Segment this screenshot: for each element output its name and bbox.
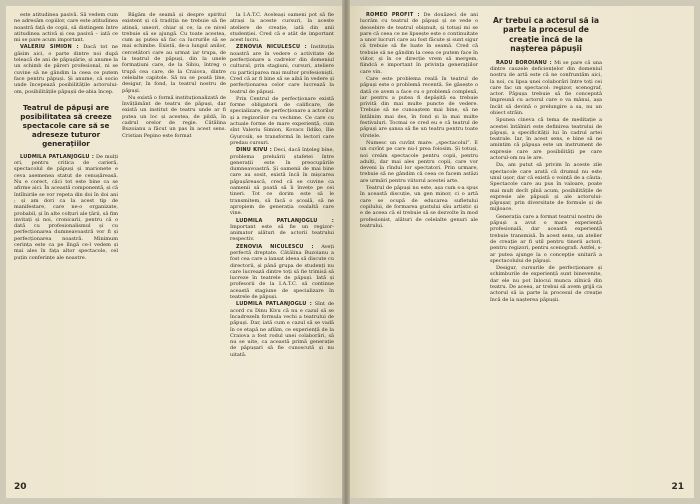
paragraph: LUDMILA PATLANJOGLU : Sînt de acord cu Dinu Kivu că nu e cazul să se încadrezeîn formula vechi a teatrului de păpuși. Dar, iată cum e cazul să se vadă în ce etapă ne aflăm, ce experiență de la Craiova a fost rodul unei colaborări, să nu se uite, ca această primă generație de păpușari să fie cunoscută și nu uitată. [230,301,334,358]
speaker-name: ZENOVIA NICULESCU : [236,44,307,51]
paragraph: ZENOVIA NICULESCU : Aveți perfectă dreptate. Cătălina Buzoianu a fost cea care a lansat ideea să discute cu directorii, și până grupa de studenți nu care lucrează dintre toți să fie trimisă să lucreze în teatrele de păpuși. Iată și profesorii de la I.A.T.C. să continue această stagiune de specializare în teatrele de păpuși. [230,243,334,301]
speaker-name: LUDMILA PATLANJOGLU : [236,301,312,308]
section-heading: Ar trebui ca actorul să ia parte la procesul de creație încă de la nașterea păpușii [492,16,600,54]
paragraph: Băgăm de seamă și despre spiritul existent și că tradiția ne trebuie să fie atinsă, uneori, chiar și ce, la ce nivel trebuie să se ajungă. Cu toate acestea, cum aș putea să fac ca lucrurile să se mai schimbe. Există, de-a lungul anilor, cercetători care au urmat iar trupa, de la teatrul de păpuși, din la unele formațiuni care, de la Sibiu, întreg o trupă cea care, de la Craiova, dintre celelalte capitole. Să nu se poată ține, desigur, în fond, la teatrul nostru de păpuși. [122,12,226,94]
speaker-name: ROMEO PROFIT : [366,12,420,18]
paragraph: ZENOVIA NICULESCU : Instituția noastră are în vedere o activitate de perfecționare a cadrelor din domeniul cultural, prin stagiuni, cursuri, ateliere cu participarea mai multor profesioniști. Cred că ar fi bine să se aibă în vedere și perfecționarea celor care lucrează la teatrul de păpuși. [230,44,334,95]
paragraph: LUDMILA PATLANJOGLU : Important este să fie un regizor-animator alături de actorii teatrului respectiv. [230,217,334,243]
speaker-name: VALERIU SIMION : [20,44,79,51]
left-column-1 [14,12,118,262]
paragraph: este atitudinea pasivă. Să vedem cum ne adresăm copiilor, care este atitudinea noastră față de copii, să distingem între atitudinea activă și cea pasivă – iată ce mi se pare acum important. [14,12,118,44]
speaker-name: ZENOVIA NICULESCU : [236,243,314,250]
section-heading: Teatrul de păpuși are posibilitatea să creeze spectacole care să se adreseze tuturor generațiilor [20,102,112,148]
paragraph: DINU KIVU : Deci, dacă înțeleg bine, problema preluării ștafetei între generații este în preocupările dumneavoastră. Și oamenii de mai bine care au sosit, există încă în mișcarea păpușărească, cred că se cuvine ca oamenii să poată să îi învețe pe cei tineri. Tot ce dorim este să le transmitem, să facă o școală, să ne apropiem de generația cealaltă care vine. [230,147,334,217]
book-gutter [342,0,350,504]
right-column-2 [490,12,602,304]
left-page [6,6,342,498]
left-column-3 [230,12,334,359]
paragraph: Generația care a format teatrul nostru de păpuși a avut o mare experiență profesională, dar această experiență trebuie transmisă. În acest sens, un atelier de creație ar fi util pentru tinerii actori, pentru regizori, pentru scenografi. Astfel, s-ar putea ajunge la o concepție unitară a spectacolului de păpuși. [490,213,602,264]
speaker-name: DINU KIVU : [236,147,272,154]
paragraph: Prin Centrul de perfecționare există forme obligatorii de calificare, de specializare, de perfecționare a actorilor și a regizorilor cu vechime. Ce care cu actuale forme de mare experiență, cum sînt Valeriu Simion, Kovacs Ildiko, Ilie Gyurcsik, se transformă în lectori care predau cursuri. [230,95,334,146]
paragraph: Nu există o formă instituționalizată de învățământ de teatru de păpuși, dar există un institut de teatru unde ar fi putea un loc și acestea, de pildă, în cadrul orelor de regie. Cătălina Buzoianu a făcut un pas în acest sens. Cristian Pepino este format [122,94,226,139]
speaker-name: RADU BOROIANU : [496,59,552,66]
speaker-name: LUDMILA PATLANJOGLU : [236,217,334,224]
paragraph: ROMEO PROFIT : De douăzeci de ani lucrăm cu teatrul de păpuși și se vede o deosebire de teatrul obișnuit, și totuși mi se pare că ceea ce ne lipsește este o continuitate a unor lucruri care au fost făcute și sunt sigur că trebuie să fie luate în seamă. Cred că trebuie să ne gândim la ceea ce putem face în viitor, și în ce direcție vrem să mergem, fiindcă e important în privința generațiilor care vin. [360,12,478,75]
paragraph: RADU BOROIANU : Mi se pare că una dintre cauzele deficiențelor din domeniul nostru de artă este că ne confruntăm aici, la noi, cu lipsa unei colaborări între toți cei care fac un spectacol: regizor, scenograf, actor. Păpușa trebuie să fie concepută împreună cu actorul care o va mânui, așa încât să devină o prelungire a sa, nu un obiect străin. [490,59,602,116]
page-number-left: 20 [14,482,27,492]
page-number-right: 21 [671,482,684,492]
paragraph: Da, am putut să privim în aceste zile spectacole care arată că drumul nu este unul ușor, dar că există o voință de a căuta. Spectacole care au pus în valoare, poate mai mult decît pînă acum, posibilitățile de expresie ale păpușii și ale actorului-păpușar, prin diversitate de formule și de mijloace. [490,162,602,213]
paragraph: Numesc un cuvînt mare: „spectacolul”. E un cuvînt pe care nu-l prea folosim. Și totuși, noi creăm spectacole pentru copii, pentru adulți, dar mai ales pentru copii, care vor deveni la rîndul lor spectatori. Prin urmare, trebuie să ne gândim că ceea ce facem astăzi are urmări pentru viitorul acestei arte. [360,139,478,184]
right-page [350,6,694,498]
paragraph: LUDMILA PATLANJOGLU : De mulți ori, pentru critica de carieră, spectacolul de păpuși și marionete e ceva asemenea statut de cenușăreasă. Nu e corect, căci tot este bine ca se afirme aici. În această componentă, și că întîlnirile se vor repeta din doi în doi ani ; și am dori ca la acest tip de manifestare, care ne-o organizate, probabil, și în alte colțuri ale țării, să fim invitați și noi, cronicarii, pentru că o dată cu profesionalismul și cu perfecționarea dumneavoastră vor fi și perfecționarea noastră. Minimum cerința este ca pe lîngă ce-l vedem și mai ales în fața altor spectacole, cel puțin conferințe ale noastre. [14,153,118,261]
paragraph: Care este problema reală în teatrul de păpuși este o problemă recentă. Se găsește o dată ce avem a face cu o problemă complexă, iar pentru a putea fi depășită ea trebuie privită din mai multe puncte de vedere. Trebuie să ne cunoaștem mai bine, să ne întâlnim mai des, în fond și la mai multe festivaluri. Tocmai ce cred eu e că teatrul de păpuși are șansa să fie un teatru pentru toate vîrstele. [360,75,478,139]
paragraph: la I.A.T.C. Aceleași oameni pot să fie atrași la aceste cursuri, la aceste ateliere de creație, iată din anii studenției. Cred că e atât de important acest lucru. [230,12,334,44]
paragraph: Desigur, cursurile de perfecționare și schimburile de experiență sunt binevenite, dar ele nu pot înlocui munca zilnică din teatru. De aceea, ar trebui să avem grijă ca actorul să ia parte la procesul de creație încă de la nașterea păpușii. [490,265,602,303]
paragraph: Teatrul de păpuși nu este, așa cum s-a spus în această discuție, un gen minor, ci o artă care se ocupă de educarea sufletului copilului, de formarea gustului său artistic și e de aceea că el trebuie să se dezvolte în mod profesionist, alături de celelalte genuri ale teatrului. [360,185,478,229]
speaker-name: LUDMILA PATLANJOGLU : [20,153,95,160]
left-column-2 [122,12,226,140]
right-column-1 [360,12,478,230]
paragraph: VALERIU SIMION : Dacă tot ne găsim aici, o parte dintre noi după teleacă de ani de păpușărie, și anume la un schimb de păreri profesional, ni se cuvine să ne gândim la ceea ce putem face pentru păpuși. Și anume, că socio unde începează posibilitățile actorului-om, posibilitățile păpușii de-abia încep. [14,44,118,95]
paragraph: Spunea cineva că tema de meditație a acestei întâlniri este definirea teatrului de păpuși, a specificității lui în cadrul artei teatrale. Iar, în acest sens, e bine să ne amintim că păpușa este un instrument de expresie care are posibilități pe care actorul-om nu le are. [490,117,602,162]
